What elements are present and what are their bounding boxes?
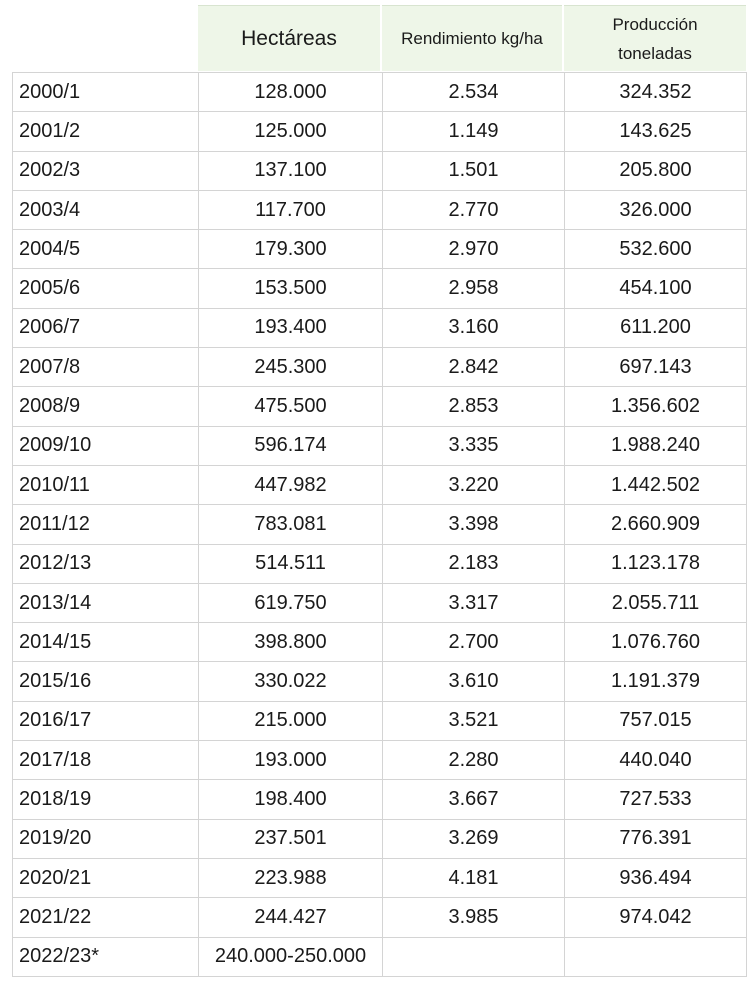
cell-campaign: 2007/8 [13, 348, 199, 387]
table-row [13, 426, 747, 465]
cell-rendimiento: 2.970 [383, 230, 565, 269]
cell-rendimiento: 2.700 [383, 623, 565, 662]
table-row [13, 112, 747, 151]
cell-hectareas: 237.501 [199, 819, 383, 858]
header-produccion: Producción toneladas [564, 5, 746, 71]
cell-hectareas: 153.500 [199, 269, 383, 308]
cell-hectareas: 240.000-250.000 [199, 937, 383, 976]
table-row [13, 898, 747, 937]
cell-campaign: 2016/17 [13, 701, 199, 740]
cell-hectareas: 783.081 [199, 505, 383, 544]
cell-hectareas: 514.511 [199, 544, 383, 583]
cell-rendimiento: 2.958 [383, 269, 565, 308]
header-rendimiento: Rendimiento kg/ha [382, 5, 562, 71]
table-row [13, 230, 747, 269]
cell-campaign: 2022/23* [13, 937, 199, 976]
cell-produccion: 205.800 [565, 151, 747, 190]
cell-campaign: 2018/19 [13, 780, 199, 819]
cell-produccion: 974.042 [565, 898, 747, 937]
cell-campaign: 2015/16 [13, 662, 199, 701]
cell-produccion: 757.015 [565, 701, 747, 740]
cell-hectareas: 198.400 [199, 780, 383, 819]
cell-hectareas: 596.174 [199, 426, 383, 465]
cell-hectareas: 447.982 [199, 465, 383, 504]
cell-rendimiento: 1.501 [383, 151, 565, 190]
cell-produccion: 440.040 [565, 741, 747, 780]
cell-hectareas: 245.300 [199, 348, 383, 387]
cell-rendimiento [383, 937, 565, 976]
cell-campaign: 2004/5 [13, 230, 199, 269]
cell-rendimiento: 3.317 [383, 583, 565, 622]
table-row [13, 819, 747, 858]
cell-campaign: 2001/2 [13, 112, 199, 151]
cell-campaign: 2005/6 [13, 269, 199, 308]
cell-rendimiento: 2.534 [383, 73, 565, 112]
cell-campaign: 2006/7 [13, 308, 199, 347]
cell-produccion: 727.533 [565, 780, 747, 819]
table-row [13, 387, 747, 426]
cell-rendimiento: 2.770 [383, 190, 565, 229]
cell-produccion: 2.055.711 [565, 583, 747, 622]
header-hectareas: Hectáreas [198, 5, 380, 71]
cell-campaign: 2019/20 [13, 819, 199, 858]
cell-rendimiento: 3.269 [383, 819, 565, 858]
cell-produccion: 454.100 [565, 269, 747, 308]
cell-campaign: 2002/3 [13, 151, 199, 190]
cell-rendimiento: 3.610 [383, 662, 565, 701]
cell-produccion: 697.143 [565, 348, 747, 387]
cell-hectareas: 619.750 [199, 583, 383, 622]
cell-hectareas: 128.000 [199, 73, 383, 112]
cell-produccion: 936.494 [565, 858, 747, 897]
table-row [13, 623, 747, 662]
cell-rendimiento: 3.398 [383, 505, 565, 544]
cell-produccion: 324.352 [565, 73, 747, 112]
cell-campaign: 2014/15 [13, 623, 199, 662]
cell-produccion: 1.442.502 [565, 465, 747, 504]
cell-hectareas: 117.700 [199, 190, 383, 229]
cell-produccion: 1.356.602 [565, 387, 747, 426]
cell-rendimiento: 3.335 [383, 426, 565, 465]
cell-hectareas: 215.000 [199, 701, 383, 740]
cell-campaign: 2021/22 [13, 898, 199, 937]
cell-campaign: 2010/11 [13, 465, 199, 504]
cell-campaign: 2013/14 [13, 583, 199, 622]
cell-hectareas: 137.100 [199, 151, 383, 190]
cell-produccion: 1.988.240 [565, 426, 747, 465]
cell-rendimiento: 3.160 [383, 308, 565, 347]
table-row [13, 544, 747, 583]
cell-produccion: 776.391 [565, 819, 747, 858]
cell-produccion: 1.191.379 [565, 662, 747, 701]
cell-rendimiento: 3.985 [383, 898, 565, 937]
cell-campaign: 2000/1 [13, 73, 199, 112]
table-row [13, 348, 747, 387]
table-row [13, 662, 747, 701]
table-row [13, 190, 747, 229]
table-row [13, 269, 747, 308]
cell-rendimiento: 2.842 [383, 348, 565, 387]
table-row [13, 780, 747, 819]
cell-hectareas: 179.300 [199, 230, 383, 269]
cell-rendimiento: 3.220 [383, 465, 565, 504]
table-row [13, 583, 747, 622]
cell-rendimiento: 3.667 [383, 780, 565, 819]
cell-hectareas: 244.427 [199, 898, 383, 937]
table-row [13, 308, 747, 347]
cell-rendimiento: 2.183 [383, 544, 565, 583]
table-row [13, 505, 747, 544]
cell-produccion: 143.625 [565, 112, 747, 151]
cell-rendimiento: 3.521 [383, 701, 565, 740]
cell-campaign: 2008/9 [13, 387, 199, 426]
cell-produccion: 1.123.178 [565, 544, 747, 583]
table-row [13, 937, 747, 976]
cell-produccion: 532.600 [565, 230, 747, 269]
table-header [0, 0, 750, 71]
cell-campaign: 2020/21 [13, 858, 199, 897]
cell-produccion: 611.200 [565, 308, 747, 347]
table-body [13, 73, 747, 977]
table-row [13, 151, 747, 190]
cell-rendimiento: 2.853 [383, 387, 565, 426]
cell-hectareas: 475.500 [199, 387, 383, 426]
cell-hectareas: 223.988 [199, 858, 383, 897]
cell-campaign: 2009/10 [13, 426, 199, 465]
cell-campaign: 2003/4 [13, 190, 199, 229]
table-row [13, 73, 747, 112]
cell-rendimiento: 2.280 [383, 741, 565, 780]
cell-hectareas: 330.022 [199, 662, 383, 701]
cell-rendimiento: 1.149 [383, 112, 565, 151]
cell-produccion: 1.076.760 [565, 623, 747, 662]
table-row [13, 741, 747, 780]
data-table [12, 72, 747, 977]
cell-hectareas: 193.400 [199, 308, 383, 347]
cell-produccion: 2.660.909 [565, 505, 747, 544]
cell-produccion: 326.000 [565, 190, 747, 229]
cell-campaign: 2011/12 [13, 505, 199, 544]
table-row [13, 858, 747, 897]
cell-hectareas: 125.000 [199, 112, 383, 151]
table-row [13, 701, 747, 740]
cell-hectareas: 193.000 [199, 741, 383, 780]
cell-hectareas: 398.800 [199, 623, 383, 662]
table-row [13, 465, 747, 504]
cell-campaign: 2012/13 [13, 544, 199, 583]
cell-rendimiento: 4.181 [383, 858, 565, 897]
cell-campaign: 2017/18 [13, 741, 199, 780]
cell-produccion [565, 937, 747, 976]
